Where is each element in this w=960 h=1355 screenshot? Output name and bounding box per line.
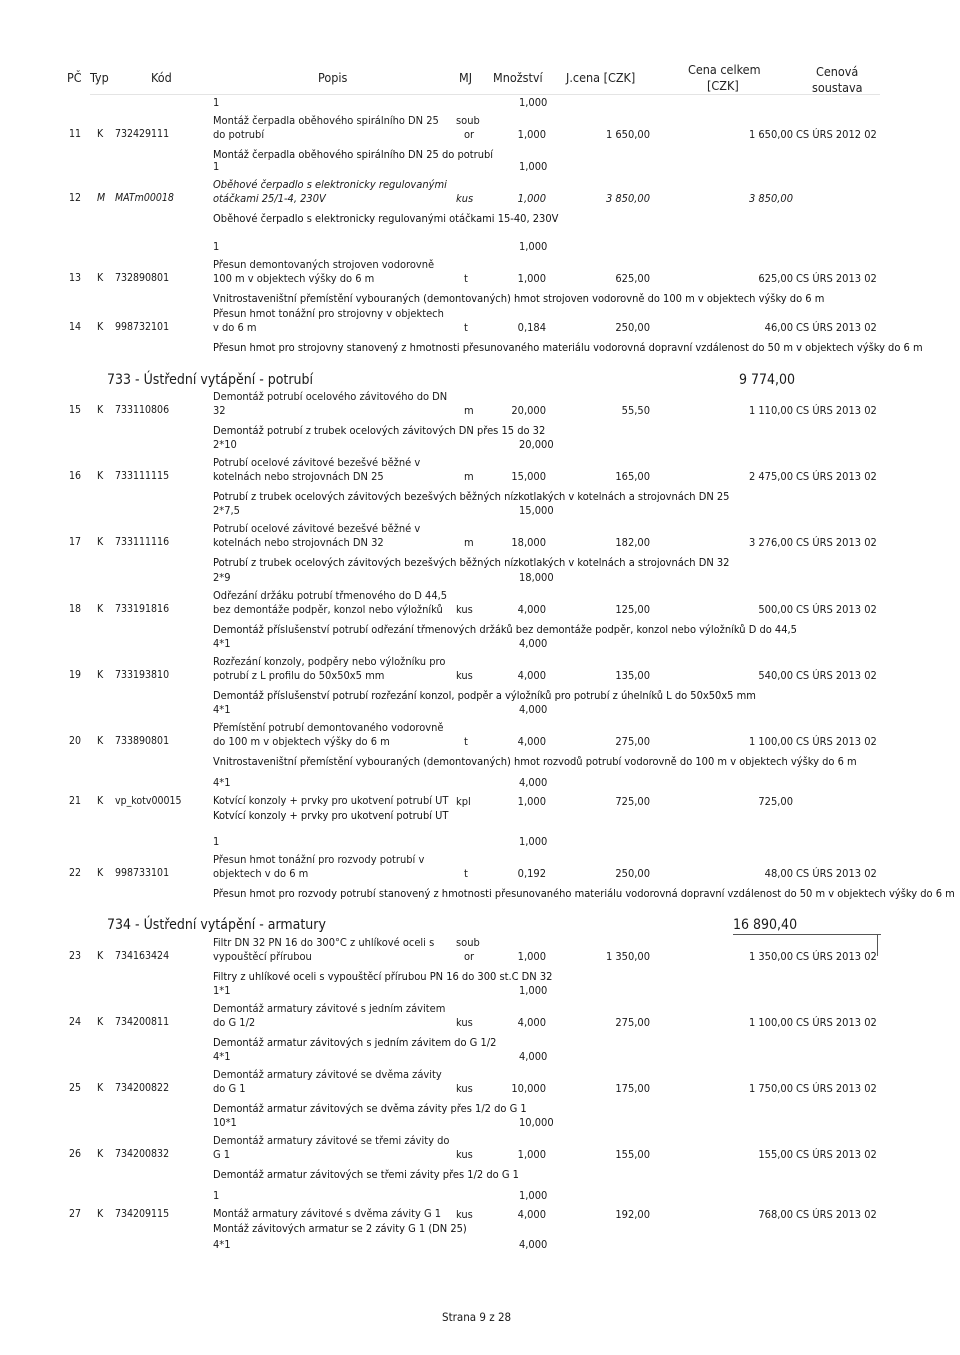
- item-code: 734209115: [115, 1208, 170, 1220]
- item-type: K: [97, 1208, 104, 1220]
- item-description-line: vypouštěcí přírubou: [213, 950, 312, 963]
- item-description-line: Rozřezání konzoly, podpěry nebo výložníku pro: [213, 655, 446, 668]
- item-code: 998732101: [115, 321, 170, 333]
- header-mnozstvi: Množství: [493, 70, 543, 85]
- item-code: 734163424: [115, 950, 170, 962]
- calc-expression: 10*1: [213, 1116, 237, 1129]
- item-total-price: 155,00: [758, 1148, 793, 1161]
- item-description-line: v do 6 m: [213, 321, 257, 334]
- item-type: K: [97, 669, 104, 681]
- item-price-system: CS ÚRS 2013 02: [796, 536, 877, 549]
- item-code: vp_kotv00015: [115, 795, 182, 807]
- item-unit: kus: [456, 669, 473, 682]
- item-unit-price: 250,00: [615, 867, 650, 880]
- item-unit-price: 55,50: [621, 404, 650, 417]
- item-subdescription: Demontáž potrubí z trubek ocelových závitových DN přes 15 do 32: [213, 424, 546, 437]
- item-total-price: 1 650,00: [748, 128, 793, 141]
- item-description-line: do potrubí: [213, 128, 265, 141]
- item-price-system: CS ÚRS 2013 02: [796, 735, 877, 748]
- item-description-line: 100 m v objektech výšky do 6 m: [213, 272, 375, 285]
- item-description-line: objektech v do 6 m: [213, 867, 309, 880]
- item-quantity: 0,184: [517, 321, 546, 334]
- item-description-line: Montáž armatury závitové s dvěma závity G 1: [213, 1207, 442, 1220]
- item-quantity: 1,000: [517, 272, 546, 285]
- trailing-calc-value: 4,000: [519, 1238, 548, 1251]
- item-unit-price: 175,00: [615, 1082, 650, 1095]
- item-description-line: Potrubí ocelové závitové bezešvé běžné v: [213, 456, 421, 469]
- item-number: 17: [69, 536, 82, 548]
- item-unit-price: 275,00: [615, 1016, 650, 1029]
- calc-value: 4,000: [519, 1050, 548, 1063]
- item-unit: t: [464, 272, 468, 285]
- item-description-line: Montáž čerpadla oběhového spirálního DN 25: [213, 114, 439, 127]
- item-number: 26: [69, 1148, 82, 1160]
- item-price-system: CS ÚRS 2013 02: [796, 272, 877, 285]
- item-unit: soub: [456, 114, 480, 127]
- item-unit: m: [464, 536, 474, 549]
- trailing-calc-expr: 4*1: [213, 1238, 231, 1251]
- item-price-system: CS ÚRS 2013 02: [796, 950, 877, 963]
- header-cenova: Cenová: [816, 64, 859, 79]
- item-quantity: 4,000: [517, 669, 546, 682]
- item-unit-price: 192,00: [615, 1208, 650, 1221]
- item-unit-price: 275,00: [615, 735, 650, 748]
- item-number: 16: [69, 470, 82, 482]
- item-subdescription: Montáž čerpadla oběhového spirálního DN 25 do potrubí: [213, 148, 494, 161]
- calc-expression: 1: [213, 160, 220, 173]
- item-description-line: Filtr DN 32 PN 16 do 300°C z uhlíkové oceli s: [213, 936, 435, 949]
- header-mj: MJ: [459, 70, 473, 85]
- item-description-line: Demontáž armatury závitové se třemi závity do: [213, 1134, 450, 1147]
- item-unit: kus: [456, 1208, 473, 1221]
- header-divider: [90, 94, 880, 95]
- item-total-price: 1 750,00: [748, 1082, 793, 1095]
- calc-value: 15,000: [519, 504, 554, 517]
- item-unit: kus: [456, 192, 474, 205]
- item-quantity: 1,000: [517, 128, 546, 141]
- item-code: 734200822: [115, 1082, 170, 1094]
- item-quantity: 4,000: [517, 735, 546, 748]
- item-type: K: [97, 950, 104, 962]
- item-price-system: CS ÚRS 2013 02: [796, 1082, 877, 1095]
- item-description-line: Demontáž potrubí ocelového závitového do DN: [213, 390, 448, 403]
- calc-expression: 4*1: [213, 776, 231, 789]
- calc-value: 18,000: [519, 571, 554, 584]
- item-total-price: 46,00: [764, 321, 793, 334]
- item-code: MATm00018: [115, 192, 174, 204]
- calc-value: 4,000: [519, 637, 548, 650]
- item-number: 25: [69, 1082, 82, 1094]
- item-unit-price: 125,00: [615, 603, 650, 616]
- item-quantity: 4,000: [517, 1208, 546, 1221]
- item-subdescription: Demontáž armatur závitových s jedním závitem do G 1/2: [213, 1036, 497, 1049]
- section-rule-734-vertical: [877, 934, 878, 956]
- item-price-system: CS ÚRS 2013 02: [796, 321, 877, 334]
- item-total-price: 725,00: [758, 795, 793, 808]
- item-subdescription: Přesun hmot pro rozvody potrubí stanovený z hmotnosti přesunovaného materiálu vodorovná dopravní vzdálenost do 50 m v objektech výšky do 6 m: [213, 887, 955, 900]
- section-rule-734: [733, 934, 881, 935]
- item-number: 20: [69, 735, 82, 747]
- item-total-price: 3 850,00: [748, 192, 793, 205]
- item-unit-price: 1 350,00: [605, 950, 650, 963]
- item-unit: kus: [456, 1148, 473, 1161]
- section-total-733: 9 774,00: [739, 372, 796, 388]
- item-unit-price: 165,00: [615, 470, 650, 483]
- item-code: 733191816: [115, 603, 170, 615]
- item-price-system: CS ÚRS 2013 02: [796, 1208, 877, 1221]
- item-code: 733193810: [115, 669, 170, 681]
- item-code: 732890801: [115, 272, 170, 284]
- item-price-system: CS ÚRS 2013 02: [796, 470, 877, 483]
- item-type: K: [97, 272, 104, 284]
- item-code: 734200832: [115, 1148, 170, 1160]
- calc-expression: 4*1: [213, 1050, 231, 1063]
- item-unit: t: [464, 321, 468, 334]
- item-unit: soub: [456, 936, 480, 949]
- item-subdescription: Přesun hmot pro strojovny stanovený z hmotnosti přesunovaného materiálu vodorovná dopravní vzdálenost do 50 m v objektech výšky do 6 m: [213, 341, 923, 354]
- calc-value: 4,000: [519, 703, 548, 716]
- item-total-price: 3 276,00: [748, 536, 793, 549]
- item-unit: m: [464, 404, 474, 417]
- calc-value: 4,000: [519, 776, 548, 789]
- calc-value: 1,000: [519, 835, 548, 848]
- item-quantity: 1,000: [517, 950, 546, 963]
- calc-expression: 2*7,5: [213, 504, 240, 517]
- item-unit: or: [464, 128, 475, 141]
- item-description-line: do G 1: [213, 1082, 246, 1095]
- item-unit: m: [464, 470, 474, 483]
- item-subdescription: Vnitrostaveništní přemístění vybouraných (demontovaných) hmot strojoven vodorovně do 100 m v objektech výšky do 6 m: [213, 292, 825, 305]
- item-number: 18: [69, 603, 82, 615]
- item-type: K: [97, 1016, 104, 1028]
- item-price-system: CS ÚRS 2013 02: [796, 1016, 877, 1029]
- item-subdescription: Kotvící konzoly + prvky pro ukotvení potrubí UT: [213, 809, 449, 822]
- item-description-line: Přemístění potrubí demontovaného vodorovně: [213, 721, 444, 734]
- item-total-price: 540,00: [758, 669, 793, 682]
- item-type: K: [97, 404, 104, 416]
- item-type: K: [97, 735, 104, 747]
- calc-expression: 4*1: [213, 637, 231, 650]
- item-total-price: 1 110,00: [748, 404, 793, 417]
- item-number: 21: [69, 795, 82, 807]
- item-quantity: 1,000: [517, 192, 546, 205]
- item-subdescription: Demontáž příslušenství potrubí odřezání třmenových držáků bez demontáže podpěr, konzol nebo výložníků D do 44,5: [213, 623, 797, 636]
- page-number: Strana 9 z 28: [442, 1310, 512, 1324]
- calc-value: 1,000: [519, 984, 548, 997]
- item-price-system: CS ÚRS 2013 02: [796, 603, 877, 616]
- calc-value: 1,000: [519, 160, 548, 173]
- item-total-price: 48,00: [764, 867, 793, 880]
- item-type: M: [97, 192, 106, 204]
- item-unit: kpl: [456, 795, 471, 808]
- item-description-line: kotelnách nebo strojovnách DN 25: [213, 470, 384, 483]
- item-description-line: Demontáž armatury závitové s jedním závitem: [213, 1002, 446, 1015]
- item-type: K: [97, 603, 104, 615]
- item-price-system: CS ÚRS 2013 02: [796, 404, 877, 417]
- item-subdescription: Potrubí z trubek ocelových závitových bezešvých běžných nízkotlakých v kotelnách a strojovnách DN 32: [213, 556, 730, 569]
- header-cena-celkem: Cena celkem: [688, 62, 761, 77]
- item-description-line: Oběhové čerpadlo s elektronicky regulovanými: [213, 178, 447, 191]
- item-total-price: 1 100,00: [748, 1016, 793, 1029]
- item-description-line: do G 1/2: [213, 1016, 256, 1029]
- item-quantity: 4,000: [517, 603, 546, 616]
- item-description-line: do 100 m v objektech výšky do 6 m: [213, 735, 390, 748]
- item-total-price: 1 350,00: [748, 950, 793, 963]
- item-number: 12: [69, 192, 82, 204]
- item-total-price: 625,00: [758, 272, 793, 285]
- calc-value: 1,000: [519, 240, 548, 253]
- calc-expression: 2*9: [213, 571, 231, 584]
- header-soustava: soustava: [812, 80, 863, 95]
- item-total-price: 768,00: [758, 1208, 793, 1221]
- item-code: 734200811: [115, 1016, 170, 1028]
- item-total-price: 1 100,00: [748, 735, 793, 748]
- item-subdescription: Filtry z uhlíkové oceli s vypouštěcí přírubou PN 16 do 300 st.C DN 32: [213, 970, 553, 983]
- item-description-line: Přesun hmot tonážní pro rozvody potrubí v: [213, 853, 425, 866]
- item-number: 11: [69, 128, 82, 140]
- item-description-line: potrubí z L profilu do 50x50x5 mm: [213, 669, 385, 682]
- item-description-line: otáčkami 25/1-4, 230V: [213, 192, 326, 205]
- item-quantity: 0,192: [517, 867, 546, 880]
- calc-value: 1,000: [519, 96, 548, 109]
- item-unit-price: 182,00: [615, 536, 650, 549]
- item-description-line: bez demontáže podpěr, konzol nebo výložníků: [213, 603, 443, 616]
- header-pc: PČ: [67, 70, 82, 85]
- item-code: 733890801: [115, 735, 170, 747]
- item-number: 27: [69, 1208, 82, 1220]
- calc-value: 1,000: [519, 1189, 548, 1202]
- item-subdescription: Montáž závitových armatur se 2 závity G 1 (DN 25): [213, 1222, 467, 1235]
- item-description-line: kotelnách nebo strojovnách DN 32: [213, 536, 384, 549]
- item-number: 14: [69, 321, 82, 333]
- item-description-line: Kotvící konzoly + prvky pro ukotvení potrubí UT: [213, 794, 449, 807]
- header-kod: Kód: [151, 70, 172, 85]
- item-unit-price: 250,00: [615, 321, 650, 334]
- item-subdescription: Potrubí z trubek ocelových závitových bezešvých běžných nízkotlakých v kotelnách a strojovnách DN 25: [213, 490, 730, 503]
- item-number: 13: [69, 272, 82, 284]
- item-code: 732429111: [115, 128, 170, 140]
- item-description-line: Odřezání držáku potrubí třmenového do D 44,5: [213, 589, 448, 602]
- item-type: K: [97, 1082, 104, 1094]
- item-quantity: 18,000: [511, 536, 546, 549]
- calc-expression: 1: [213, 835, 220, 848]
- section-title-733: 733 - Ústřední vytápění - potrubí: [107, 372, 314, 388]
- section-title-734: 734 - Ústřední vytápění - armatury: [107, 917, 326, 933]
- item-code: 998733101: [115, 867, 170, 879]
- header-cena-unit: [CZK]: [707, 78, 739, 93]
- item-type: K: [97, 128, 104, 140]
- item-quantity: 15,000: [511, 470, 546, 483]
- calc-value: 10,000: [519, 1116, 554, 1129]
- item-subdescription: Demontáž armatur závitových se třemi závity přes 1/2 do G 1: [213, 1168, 519, 1181]
- calc-expression: 1: [213, 96, 220, 109]
- item-unit: kus: [456, 603, 473, 616]
- item-number: 19: [69, 669, 82, 681]
- item-price-system: CS ÚRS 2012 02: [796, 128, 877, 141]
- item-description-line: G 1: [213, 1148, 231, 1161]
- item-unit: t: [464, 867, 468, 880]
- item-quantity: 4,000: [517, 1016, 546, 1029]
- item-number: 23: [69, 950, 82, 962]
- item-unit-price: 1 650,00: [605, 128, 650, 141]
- item-quantity: 20,000: [511, 404, 546, 417]
- item-description-line: Demontáž armatury závitové se dvěma závity: [213, 1068, 442, 1081]
- calc-expression: 1: [213, 1189, 220, 1202]
- calc-expression: 1*1: [213, 984, 231, 997]
- item-type: K: [97, 867, 104, 879]
- item-description-line: 32: [213, 404, 226, 417]
- item-quantity: 1,000: [517, 795, 546, 808]
- item-subdescription: Demontáž příslušenství potrubí rozřezání konzol, podpěr a výložníků pro potrubí z úhelníků L do 50x50x5 mm: [213, 689, 756, 702]
- item-unit-price: 155,00: [615, 1148, 650, 1161]
- item-description-line: Potrubí ocelové závitové bezešvé běžné v: [213, 522, 421, 535]
- item-type: K: [97, 321, 104, 333]
- item-type: K: [97, 1148, 104, 1160]
- item-number: 22: [69, 867, 82, 879]
- item-type: K: [97, 536, 104, 548]
- item-unit-price: 625,00: [615, 272, 650, 285]
- calc-expression: 4*1: [213, 703, 231, 716]
- item-type: K: [97, 795, 104, 807]
- header-typ: Typ: [90, 70, 109, 85]
- item-price-system: CS ÚRS 2013 02: [796, 1148, 877, 1161]
- item-unit-price: 3 850,00: [605, 192, 650, 205]
- calc-expression: 1: [213, 240, 220, 253]
- item-price-system: CS ÚRS 2013 02: [796, 669, 877, 682]
- item-total-price: 500,00: [758, 603, 793, 616]
- item-unit-price: 725,00: [615, 795, 650, 808]
- item-number: 15: [69, 404, 82, 416]
- item-quantity: 1,000: [517, 1148, 546, 1161]
- header-popis: Popis: [318, 70, 348, 85]
- item-subdescription: Demontáž armatur závitových se dvěma závity přes 1/2 do G 1: [213, 1102, 527, 1115]
- item-unit: t: [464, 735, 468, 748]
- calc-expression: 2*10: [213, 438, 237, 451]
- item-type: K: [97, 470, 104, 482]
- item-unit: kus: [456, 1016, 473, 1029]
- section-total-734: 16 890,40: [733, 917, 798, 933]
- item-description-line: Přesun hmot tonážní pro strojovny v objektech: [213, 307, 444, 320]
- item-total-price: 2 475,00: [748, 470, 793, 483]
- item-unit-price: 135,00: [615, 669, 650, 682]
- item-unit: or: [464, 950, 475, 963]
- calc-value: 20,000: [519, 438, 554, 451]
- header-jcena: J.cena [CZK]: [566, 70, 636, 85]
- item-price-system: CS ÚRS 2013 02: [796, 867, 877, 880]
- item-subdescription: Oběhové čerpadlo s elektronicky regulovanými otáčkami 15-40, 230V: [213, 212, 559, 225]
- item-description-line: Přesun demontovaných strojoven vodorovně: [213, 258, 435, 271]
- item-code: 733111115: [115, 470, 170, 482]
- item-number: 24: [69, 1016, 82, 1028]
- item-code: 733111116: [115, 536, 170, 548]
- item-subdescription: Vnitrostaveništní přemístění vybouraných (demontovaných) hmot rozvodů potrubí vodorovně do 100 m v objektech výšky do 6 m: [213, 755, 857, 768]
- item-code: 733110806: [115, 404, 170, 416]
- item-quantity: 10,000: [511, 1082, 546, 1095]
- item-unit: kus: [456, 1082, 473, 1095]
